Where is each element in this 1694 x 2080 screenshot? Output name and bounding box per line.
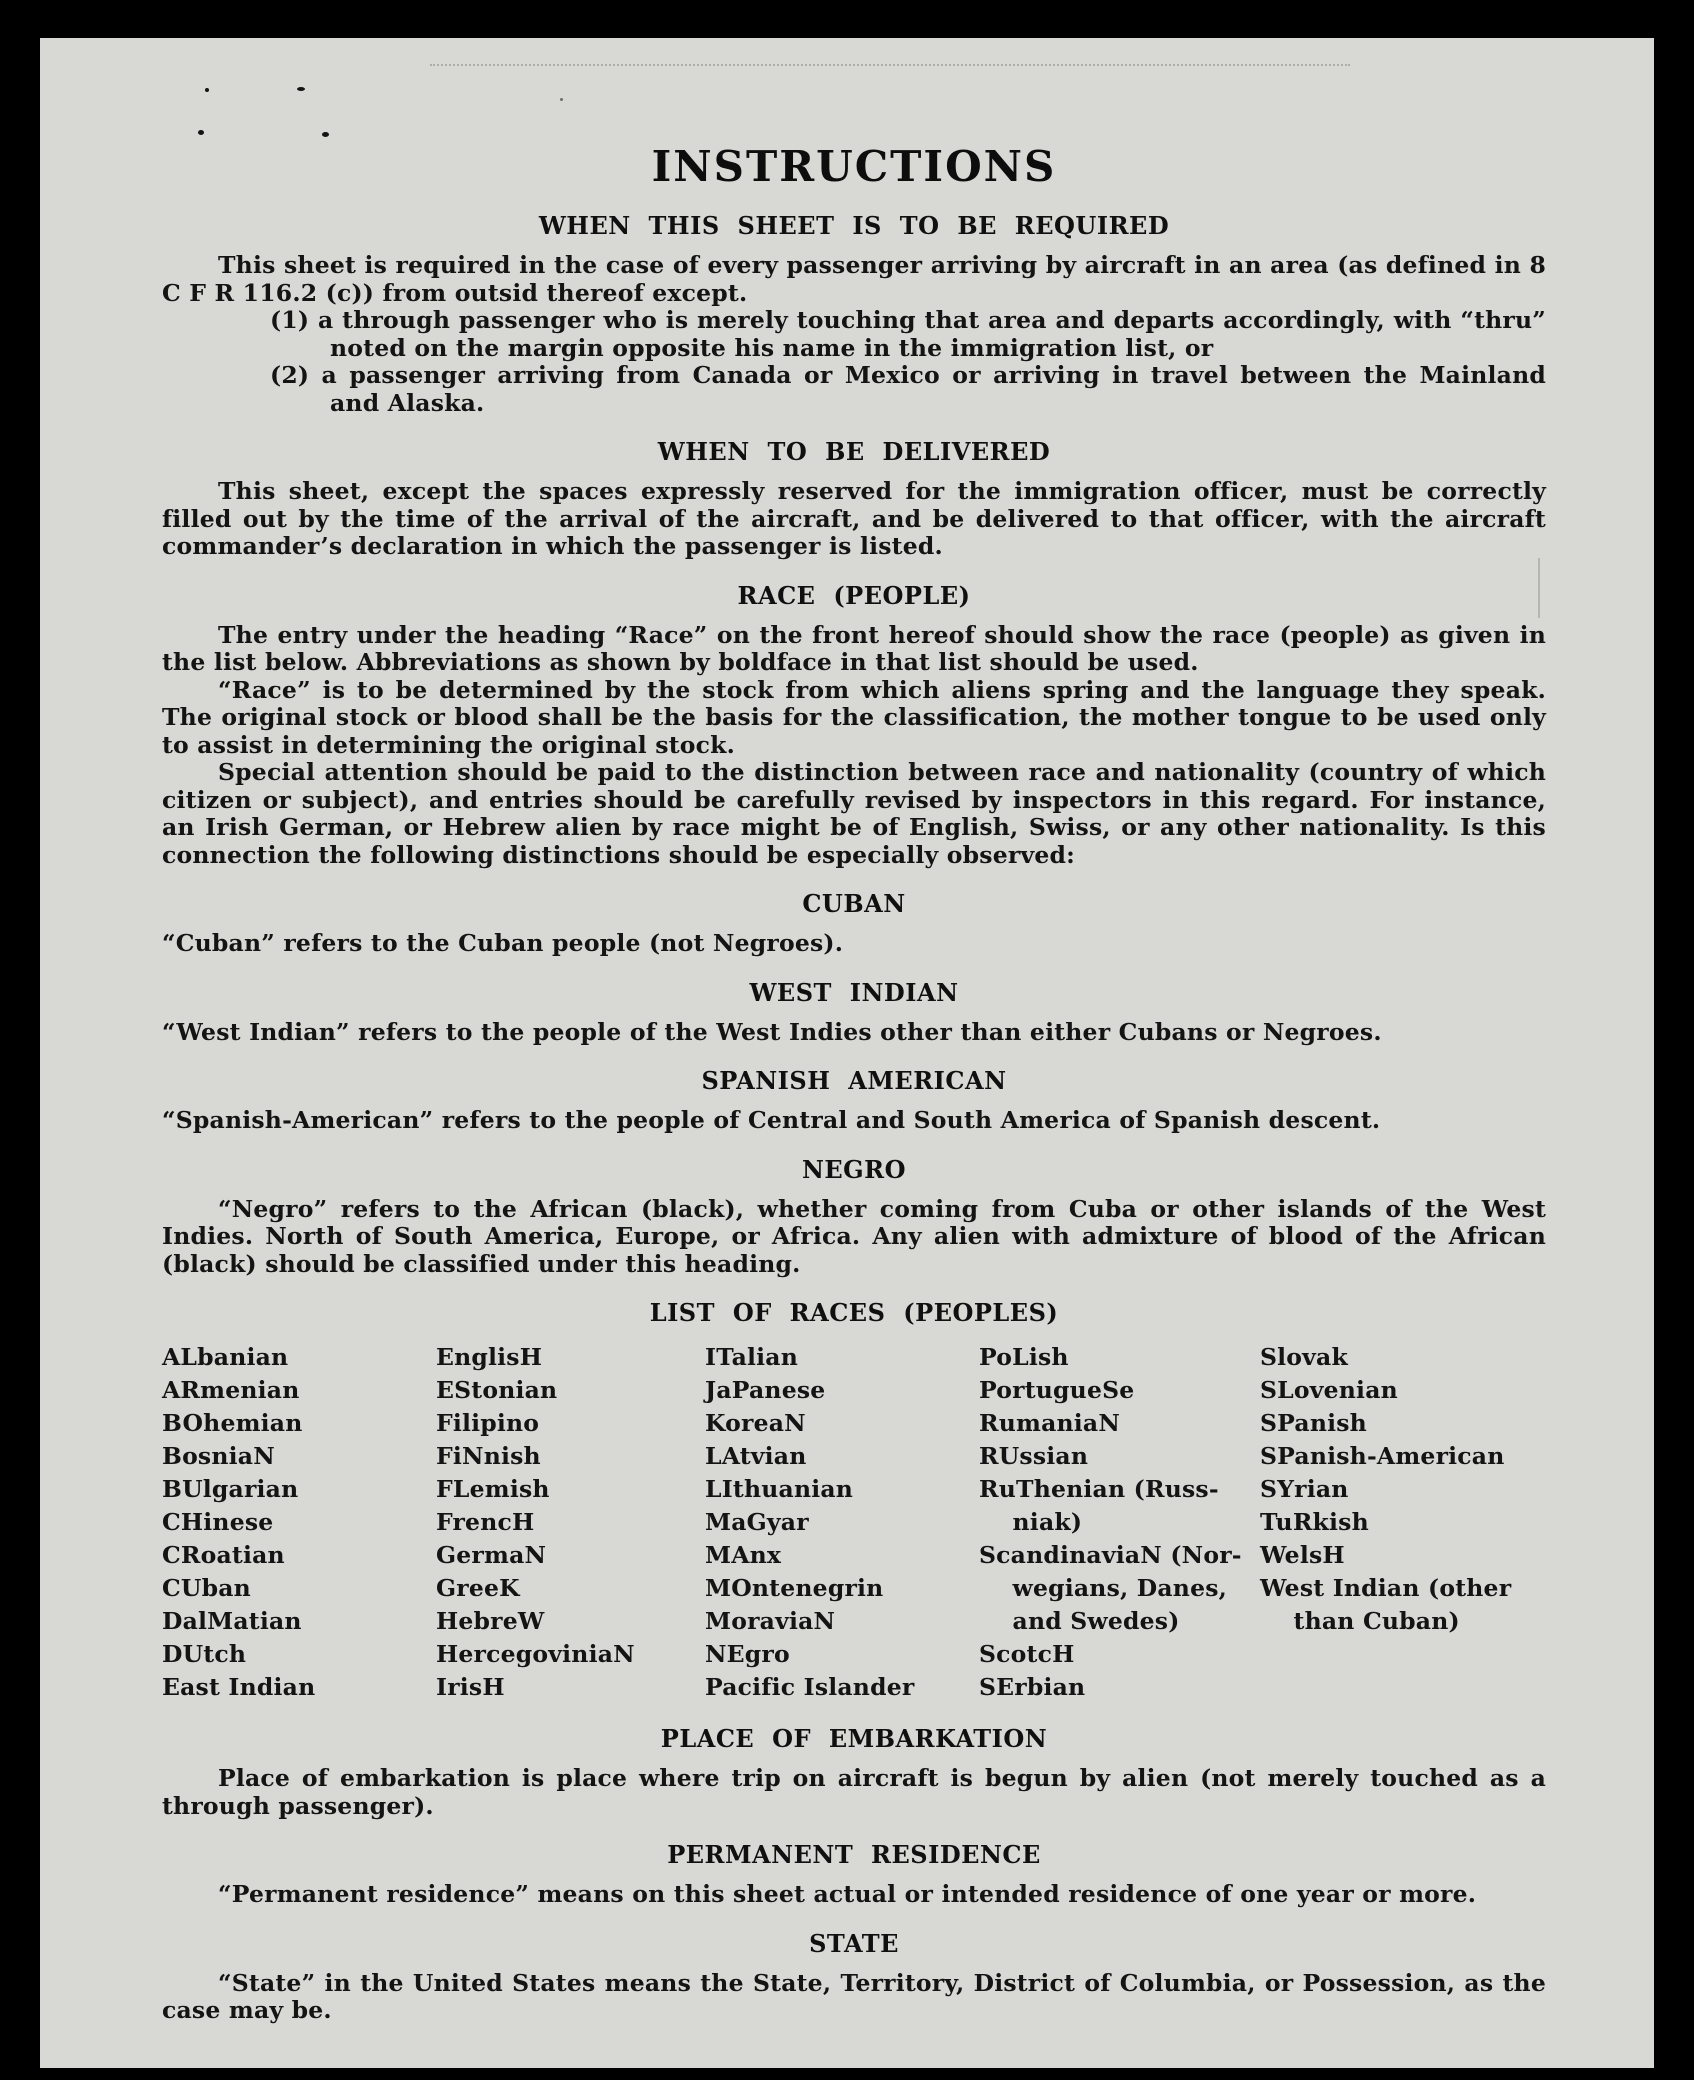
race-list-item: BUlgarian xyxy=(162,1475,299,1503)
race-list-item: SLovenian xyxy=(1260,1376,1398,1404)
scan-speck xyxy=(198,130,204,135)
paragraph-permanent-residence: “Permanent residence” means on this sheet actual or intended residence of one year or more. xyxy=(218,1880,1477,1908)
paragraph-west-indian: “West Indian” refers to the people of the West Indies other than either Cubans or Negroes. xyxy=(162,1017,1382,1046)
race-list-item: East Indian xyxy=(162,1673,316,1701)
section-permanent-residence xyxy=(162,1840,1546,1909)
race-list-item: and Swedes) xyxy=(979,1607,1180,1635)
race-list-item: BosniaN xyxy=(162,1442,275,1470)
paragraph-when-required-intro: This sheet is required in the case of every passenger arriving by aircraft in an area (as defined in 8 C F R 116.2 (c)) from outsid thereof except. xyxy=(162,251,1546,307)
race-list-item: Slovak xyxy=(1260,1343,1348,1371)
races-table xyxy=(162,1341,1546,1704)
scan-streak xyxy=(1538,558,1540,618)
race-list-item: TuRkish xyxy=(1260,1508,1369,1536)
heading-list-of-races: LIST OF RACES (PEOPLES) xyxy=(649,1298,1059,1327)
paragraph-race-1: The entry under the heading “Race” on the front hereof should show the race (people) as given in the list below. Abbreviations as shown by boldface in that list should be used. xyxy=(162,620,1546,676)
race-list-item: SErbian xyxy=(979,1673,1086,1701)
race-list-item: HercegoviniaN xyxy=(436,1640,635,1668)
race-list-item: than Cuban) xyxy=(1260,1607,1460,1635)
races-column-5 xyxy=(1260,1341,1511,1638)
race-list-item: RumaniaN xyxy=(979,1409,1121,1437)
race-list-item: WelsH xyxy=(1260,1541,1345,1569)
heading-permanent-residence: PERMANENT RESIDENCE xyxy=(667,1840,1041,1869)
race-list-item: CUban xyxy=(162,1574,251,1602)
section-west-indian xyxy=(162,978,1546,1047)
list-item-2: (2) a passenger arriving from Canada or Mexico or arriving in travel between the Mainland and Alaska. xyxy=(270,361,1546,417)
list-item-1: (1) a through passenger who is merely touching that area and departs accordingly, with “thru” noted on the margin opposite his name in the immigration list, or xyxy=(270,306,1546,362)
race-list-item: ITalian xyxy=(705,1343,799,1371)
race-list-item: JaPanese xyxy=(705,1376,826,1404)
heading-when-delivered: WHEN TO BE DELIVERED xyxy=(657,437,1051,466)
paragraph-spanish-american: “Spanish-American” refers to the people of Central and South America of Spanish descent. xyxy=(162,1106,1381,1134)
paragraph-state: “State” in the United States means the State, Territory, District of Columbia, or Possession, as the case may be. xyxy=(162,1968,1546,2024)
race-list-item: CHinese xyxy=(162,1508,274,1536)
race-list-item: FLemish xyxy=(436,1475,550,1503)
race-list-item: SPanish-American xyxy=(1260,1442,1505,1470)
races-column-2 xyxy=(436,1341,705,1704)
section-race-people xyxy=(162,581,1546,870)
paragraph-race-3: Special attention should be paid to the distinction between race and nationality (country of which citizen or subject), and entries should be carefully revised by inspectors in this regard. For instance, an Irish German, or Hebrew alien by race might be of English, Swiss, or any other nationality. Is this connection the following distinctions should be especially observed: xyxy=(162,758,1546,869)
section-when-required xyxy=(162,211,1546,417)
scan-speck xyxy=(205,88,209,92)
race-list-item: EStonian xyxy=(436,1376,558,1404)
race-list-item: wegians, Danes, xyxy=(979,1574,1228,1602)
scan-smudge xyxy=(430,64,1350,66)
race-list-item: West Indian (other xyxy=(1260,1574,1512,1602)
races-column-3 xyxy=(705,1341,979,1704)
paragraph-negro: “Negro” refers to the African (black), whether coming from Cuba or other islands of the West Indies. North of South America, Europe, or Africa. Any alien with admixture of blood of the African (black) should be classified under this heading. xyxy=(162,1194,1546,1278)
section-state xyxy=(162,1929,1546,2025)
section-spanish-american xyxy=(162,1066,1546,1135)
heading-when-required: WHEN THIS SHEET IS TO BE REQUIRED xyxy=(538,211,1170,240)
document-page xyxy=(40,38,1654,2068)
scan-speck xyxy=(560,98,563,101)
race-list-item: DUtch xyxy=(162,1640,247,1668)
race-list-item: ScotcH xyxy=(979,1640,1075,1668)
races-column-4 xyxy=(979,1341,1260,1704)
paragraph-when-delivered: This sheet, except the spaces expressly reserved for the immigration officer, must be correctly filled out by the time of the arrival of the aircraft, and be delivered to that officer, with the aircraft commander’s declaration in which the passenger is listed. xyxy=(162,477,1546,560)
race-list-item: ScandinaviaN (Nor- xyxy=(979,1541,1242,1569)
section-when-delivered xyxy=(162,437,1546,561)
race-list-item: SYrian xyxy=(1260,1475,1349,1503)
heading-embarkation: PLACE OF EMBARKATION xyxy=(660,1724,1048,1753)
race-list-item: GreeK xyxy=(436,1574,520,1602)
heading-state: STATE xyxy=(809,1928,899,1958)
section-embarkation xyxy=(162,1724,1546,1820)
section-cuban xyxy=(162,889,1546,958)
page-title: INSTRUCTIONS xyxy=(651,142,1057,191)
race-list-item: LAtvian xyxy=(705,1442,807,1470)
race-list-item: DalMatian xyxy=(162,1607,302,1635)
paragraph-cuban: “Cuban” refers to the Cuban people (not Negroes). xyxy=(162,929,844,957)
race-list-item: NEgro xyxy=(705,1640,790,1668)
race-list-item: FrencH xyxy=(436,1508,535,1536)
heading-race-people: RACE (PEOPLE) xyxy=(737,580,971,610)
section-list-of-races xyxy=(162,1298,1546,1704)
race-list-item: Filipino xyxy=(436,1409,540,1437)
section-negro xyxy=(162,1155,1546,1279)
race-list-item: CRoatian xyxy=(162,1541,285,1569)
race-list-item: GermaN xyxy=(436,1541,547,1569)
heading-spanish-american: SPANISH AMERICAN xyxy=(701,1066,1007,1095)
race-list-item: BOhemian xyxy=(162,1409,303,1437)
scan-speck xyxy=(322,132,329,137)
paragraph-embarkation: Place of embarkation is place where trip on aircraft is begun by alien (not merely touched as a through passenger). xyxy=(162,1764,1546,1820)
race-list-item: niak) xyxy=(979,1508,1083,1536)
race-list-item: MOntenegrin xyxy=(705,1574,884,1602)
scan-speck xyxy=(297,87,305,91)
race-list-item: IrisH xyxy=(436,1673,505,1701)
heading-west-indian: WEST INDIAN xyxy=(749,977,959,1007)
race-list-item: FiNnish xyxy=(436,1442,541,1470)
race-list-item: MaGyar xyxy=(705,1508,809,1536)
race-list-item: MAnx xyxy=(705,1541,782,1569)
race-list-item: ALbanian xyxy=(162,1343,289,1371)
races-column-1 xyxy=(162,1341,436,1704)
race-list-item: MoraviaN xyxy=(705,1607,836,1635)
heading-negro: NEGRO xyxy=(801,1154,907,1184)
race-list-item: EnglisH xyxy=(436,1343,543,1371)
race-list-item: KoreaN xyxy=(705,1409,806,1437)
race-list-item: PoLish xyxy=(979,1343,1069,1371)
race-list-item: RuThenian (Russ- xyxy=(979,1475,1219,1503)
race-list-item: PortugueSe xyxy=(979,1376,1135,1404)
race-list-item: LIthuanian xyxy=(705,1475,854,1503)
race-list-item: RUssian xyxy=(979,1442,1089,1470)
race-list-item: ARmenian xyxy=(162,1376,300,1404)
paragraph-race-2: “Race” is to be determined by the stock from which aliens spring and the language they speak. The original stock or blood shall be the basis for the classification, the mother tongue to be used only to assist in determining the original stock. xyxy=(162,675,1546,759)
heading-cuban: CUBAN xyxy=(802,889,906,918)
race-list-item: HebreW xyxy=(436,1607,545,1635)
race-list-item: SPanish xyxy=(1260,1409,1367,1437)
race-list-item: Pacific Islander xyxy=(705,1673,915,1701)
